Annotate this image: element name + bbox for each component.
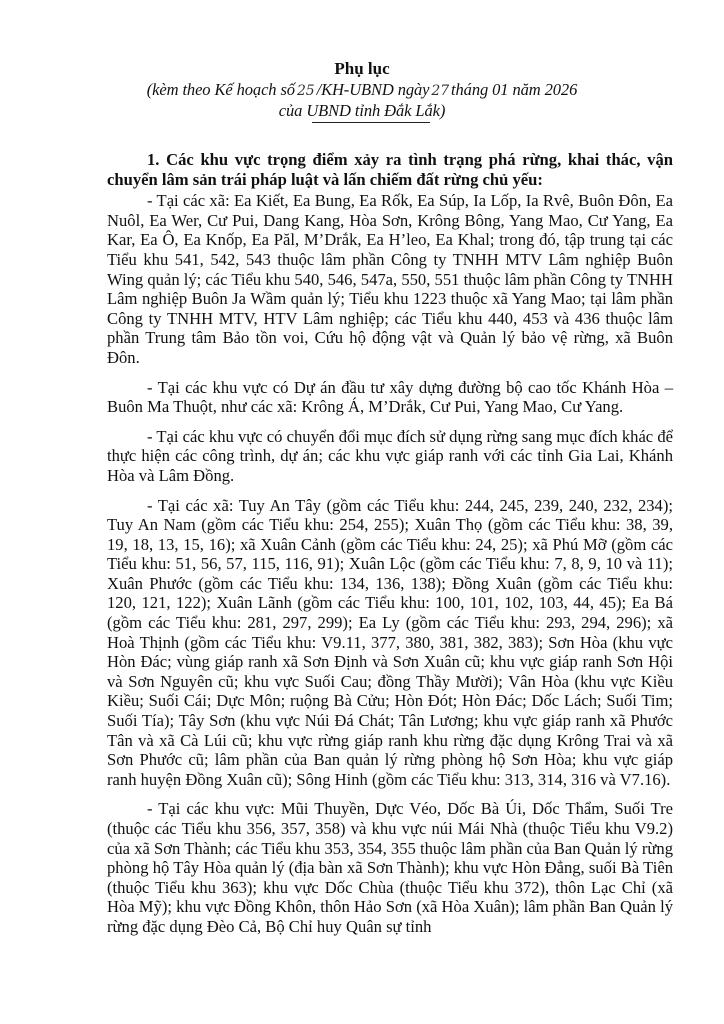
appendix-subtitle-line2: của UBND tỉnh Đắk Lắk) [278, 101, 446, 120]
plan-number-handwritten: 25 [296, 83, 315, 99]
document-body [107, 150, 673, 947]
appendix-header [0, 58, 724, 120]
appendix-subtitle-line1 [0, 80, 724, 101]
day-handwritten: 27 [431, 83, 450, 99]
paragraph: - Tại các khu vực có Dự án đầu tư xây dựng đường bộ cao tốc Khánh Hòa – Buôn Ma Thuột, như các xã: Krông Á, M’Drắk, Cư Pui, Yang Mao, Cư Yang. [107, 377, 673, 417]
section-1-heading: 1. Các khu vực trọng điểm xảy ra tình trạng phá rừng, khai thác, vận chuyển lâm sản trái pháp luật và lấn chiếm đất rừng chủ yếu: [107, 150, 673, 189]
subtitle-text-part1: (kèm theo Kế hoạch số [146, 80, 295, 99]
appendix-title: Phụ lục [334, 59, 390, 78]
paragraph: - Tại các xã: Tuy An Tây (gồm các Tiểu khu: 244, 245, 239, 240, 232, 234); Tuy An Nam (gồm các Tiểu khu: 254, 255); Xuân Thọ (gồm các Tiểu khu: 38, 39, 19, 18, 13, 15, 16); xã Xuân Cảnh (gồm các Tiểu khu: 24, 25); xã Phú Mỡ (gồm các Tiểu khu: 51, 56, 57, 115, 116, 91); Xuân Lộc (gồm các Tiểu khu: 7, 8, 9, 10 và 11); Xuân Phước (gồm các Tiểu khu: 134, 136, 138); Đồng Xuân (gồm các Tiểu khu: 120, 121, 122); Xuân Lãnh (gồm các Tiểu khu: 100, 101, 102, 103, 44, 45); Ea Bá (gồm các Tiểu khu: 281, 297, 299); Ea Ly (gồm các Tiểu khu: 293, 294, 296); xã Hoà Thịnh (gồm các Tiểu khu: V9.11, 377, 380, 381, 382, 383); Sơn Hòa (khu vực Hòn Đác; vùng giáp ranh xã Sơn Định và Sơn Xuân cũ; khu vực giáp ranh Sơn Hội và Sơn Nguyên cũ; khu vực Suối Cau; đồng Thầy Mười); Vân Hòa (khu vực Kiều Kiều; Suối Cái; Dực Môn; ruộng Bà Cửu; Hòn Đót; Hòn Đác; Dốc Lách; Suối Tim; Suối Tía); Tây Sơn (khu vực Núi Đá Chát; Tân Lương; khu vực giáp ranh xã Phước Tân và xã Cà Lúi cũ; khu vực rừng giáp ranh khu rừng đặc dụng Krông Trai và xã Sơn Phước cũ; lâm phần của Ban quản lý rừng phòng hộ Sơn Hòa; khu vực giáp ranh huyện Đồng Xuân cũ); Sông Hinh (gồm các Tiểu khu: 313, 314, 316 và V7.16). [107, 495, 673, 789]
paragraph: - Tại các xã: Ea Kiết, Ea Bung, Ea Rốk, Ea Súp, Ia Lốp, Ia Rvê, Buôn Đôn, Ea Nuôl, Ea Wer, Cư Pui, Dang Kang, Hòa Sơn, Krông Bông, Yang Mao, Cư Yang, Ea Kar, Ea Ô, Ea Knốp, Ea Păl, M’Drắk, Ea H’leo, Ea Khal; trong đó, tập trung tại các Tiểu khu 541, 542, 543 thuộc lâm phần Công ty TNHH MTV Lâm nghiệp Buôn Wing quản lý; các Tiểu khu 540, 546, 547a, 550, 551 thuộc lâm phần Công ty TNHH Lâm nghiệp Buôn Ja Wầm quản lý; Tiểu khu 1223 thuộc xã Yang Mao; tại lâm phần Công ty TNHH MTV, HTV Lâm nghiệp; các Tiểu khu 440, 453 và 436 thuộc lâm phần Trung tâm Bảo tồn voi, Cứu hộ động vật và Quản lý bảo vệ rừng, xã Buôn Đôn. [107, 191, 673, 367]
subtitle-text-part2: /KH-UBND ngày [316, 80, 430, 99]
subtitle-text-part3: tháng 01 năm 2026 [451, 80, 578, 99]
header-underline [312, 122, 430, 123]
paragraph: - Tại các khu vực có chuyển đổi mục đích sử dụng rừng sang mục đích khác để thực hiện các công trình, dự án; các khu vực giáp ranh với các tỉnh Gia Lai, Khánh Hòa và Lâm Đồng. [107, 426, 673, 485]
paragraph: - Tại các khu vực: Mũi Thuyền, Dực Véo, Dốc Bà Úi, Dốc Thẩm, Suối Tre (thuộc các Tiểu khu 356, 357, 358) và khu vực núi Mái Nhà (thuộc Tiểu khu V9.2) của xã Sơn Thành; các Tiểu khu 353, 354, 355 thuộc lâm phần của Ban Quản lý rừng phòng hộ Tây Hòa quản lý (địa bàn xã Sơn Thành); khu vực Hòn Đẳng, suối Bà Tiên (thuộc Tiểu khu 363); khu vực Dốc Chùa (thuộc Tiểu khu 372), thôn Lạc Chỉ (xã Hòa Mỹ); khu vực Đồng Khôn, thôn Hảo Sơn (xã Hòa Xuân); lâm phần Ban Quản lý rừng đặc dụng Đèo Cả, Bộ Chỉ huy Quân sự tỉnh [107, 799, 673, 936]
